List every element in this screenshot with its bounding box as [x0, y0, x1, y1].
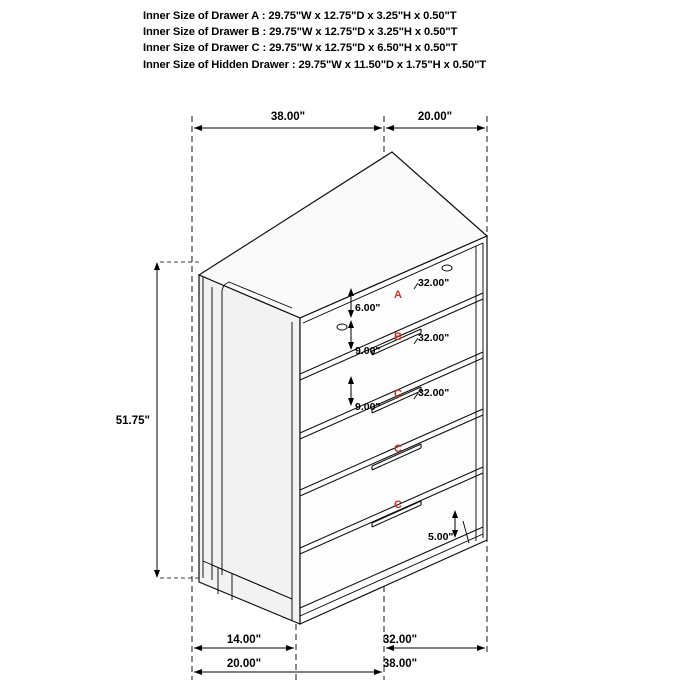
dim-drawer-a-height: 6.00" [355, 302, 381, 314]
hidden-drawer-knob-lower [337, 324, 347, 330]
spec-line-drawer-c: Inner Size of Drawer C : 29.75"W x 12.75"D x 6.50"H x 0.50"T [143, 42, 458, 55]
spec-line-hidden-drawer: Inner Size of Hidden Drawer : 29.75"W x 11.50"D x 1.75"H x 0.50"T [143, 58, 487, 71]
dim-base-front-width: 32.00" [382, 634, 418, 646]
dim-base-side-depth: 14.00" [226, 634, 262, 646]
overall-height-dim [116, 262, 160, 578]
dim-top-front-width: 38.00" [270, 111, 306, 123]
dim-bottom-gap: 5.00" [428, 531, 454, 543]
hidden-drawer-knob-top [442, 265, 452, 271]
dim-drawer-c-width: 32.00" [418, 387, 450, 399]
spec-line-drawer-a: Inner Size of Drawer A : 29.75"W x 12.75"D x 3.25"H x 0.50"T [143, 10, 457, 22]
dim-drawer-a-width: 32.00" [418, 277, 450, 289]
dim-drawer-b-width: 32.00" [418, 332, 450, 344]
spec-line-drawer-b: Inner Size of Drawer B : 29.75"W x 12.75"D x 3.25"H x 0.50"T [143, 26, 458, 39]
dim-lower-front-width: 38.00" [382, 658, 418, 670]
dim-top-side-depth: 20.00" [417, 111, 453, 123]
drawer-label-c-3: C [394, 499, 402, 511]
drawer-label-c-1: C [394, 388, 402, 400]
dim-drawer-c-height: 9.00" [355, 401, 381, 413]
drawer-label-b: B [394, 331, 402, 343]
left-side-panel [199, 275, 300, 624]
dim-lower-side-depth: 20.00" [226, 658, 262, 670]
dim-drawer-b-height: 9.00" [355, 345, 381, 357]
bottom-dimension-rows [194, 634, 485, 675]
drawer-label-a: A [394, 289, 402, 301]
drawer-label-c-2: C [394, 443, 402, 455]
dim-overall-height: 51.75" [115, 415, 150, 427]
top-dimension-row [194, 111, 485, 131]
